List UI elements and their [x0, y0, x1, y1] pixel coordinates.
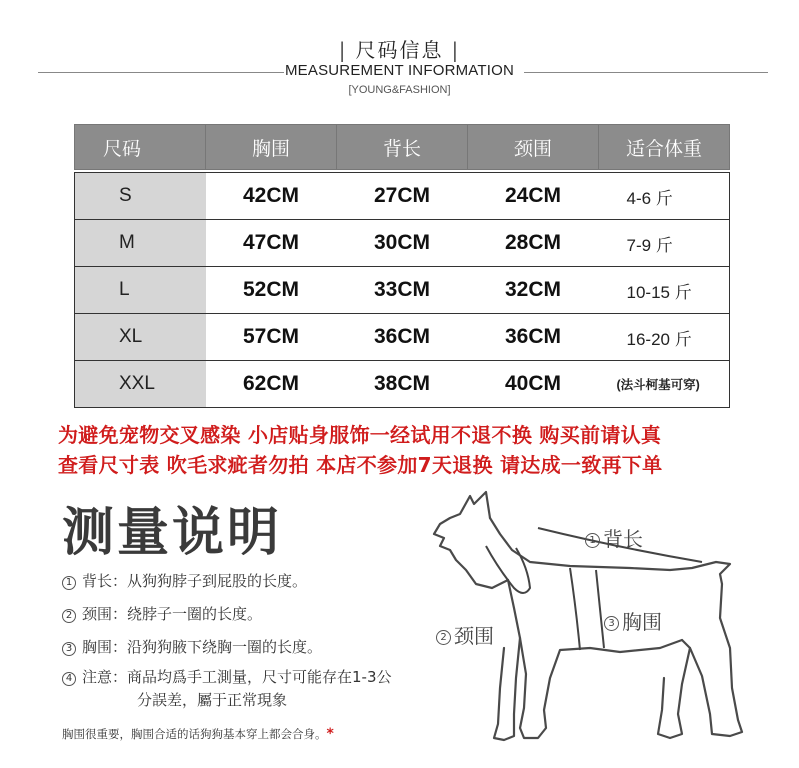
- table-row: [75, 173, 730, 220]
- dog-label-neck-text: 颈围: [454, 624, 494, 648]
- chest-cell: 42CM: [206, 173, 337, 220]
- back-cell: 36CM: [337, 314, 468, 361]
- instruction-label: 胸围：: [82, 638, 128, 656]
- size-cell: M: [75, 220, 206, 267]
- back-cell: 33CM: [337, 267, 468, 314]
- col-header-neck: 颈围: [468, 125, 599, 170]
- table-header-row: [75, 125, 730, 170]
- instruction-text: 绕脖子一圈的长度。: [127, 605, 263, 623]
- title-bar-left: |: [338, 38, 348, 62]
- weight-cell: 16-20 斤: [599, 314, 730, 361]
- size-table: [74, 124, 730, 408]
- dog-label-chest-text: 胸围: [622, 610, 662, 634]
- dog-rear-leg: [658, 648, 690, 738]
- section-title-cn: [0, 34, 799, 63]
- footnote-text: 胸围很重要，胸围合适的话狗狗基本穿上都会合身。: [62, 727, 327, 741]
- circled-number: 4: [62, 672, 76, 686]
- size-cell: S: [75, 173, 206, 220]
- instruction-label: 背长：: [82, 572, 128, 590]
- back-cell: 38CM: [337, 361, 468, 408]
- footnote-star: *: [326, 726, 334, 742]
- dog-label-chest: [604, 606, 662, 635]
- weight-cell: 4-6 斤: [599, 173, 730, 220]
- instruction-text: 沿狗狗腋下绕胸一圈的长度。: [127, 638, 323, 656]
- dog-label-back-text: 背长: [603, 527, 643, 551]
- instruction-item: [62, 570, 307, 591]
- circled-number: 3: [62, 642, 76, 656]
- col-header-chest: 胸围: [206, 125, 337, 170]
- table-row: [75, 361, 730, 408]
- table-row: [75, 220, 730, 267]
- title-cn-text: 尺码信息: [355, 38, 444, 62]
- circled-number: 2: [62, 609, 76, 623]
- table-row: [75, 314, 730, 361]
- title-bar-right: |: [451, 38, 461, 62]
- instruction-item: [62, 666, 392, 687]
- dog-head-outline: [434, 492, 508, 588]
- dog-belly-outline: [508, 580, 682, 738]
- circled-number: 1: [62, 576, 76, 590]
- col-header-weight: 适合体重: [599, 125, 730, 170]
- neck-cell: 24CM: [468, 173, 599, 220]
- notice-line-1: 为避免宠物交叉感染 小店贴身服饰一经试用不退不换 购买前请认真: [58, 423, 662, 447]
- col-header-size: 尺码: [75, 125, 206, 170]
- circled-number: 3: [604, 616, 619, 631]
- neck-cell: 36CM: [468, 314, 599, 361]
- table-row: [75, 267, 730, 314]
- dog-label-back: [585, 523, 643, 552]
- instruction-item: [62, 636, 322, 657]
- back-cell: 27CM: [337, 173, 468, 220]
- size-cell: XXL: [75, 361, 206, 408]
- dog-front-leg: [494, 638, 520, 740]
- instruction-text: 商品均爲手工測量，尺寸可能存在1-3公: [127, 668, 392, 686]
- section-title-en: MEASUREMENT INFORMATION: [284, 62, 515, 79]
- chest-cell: 52CM: [206, 267, 337, 314]
- section-subtitle: [YOUNG&FASHION]: [348, 84, 451, 96]
- chest-cell: 47CM: [206, 220, 337, 267]
- measure-title: 测量说明: [62, 503, 283, 563]
- chest-cell: 57CM: [206, 314, 337, 361]
- footnote: [62, 726, 334, 742]
- back-cell: 30CM: [337, 220, 468, 267]
- weight-cell: (法斗柯基可穿): [599, 361, 730, 408]
- size-cell: XL: [75, 314, 206, 361]
- instruction-text: 从狗狗脖子到屁股的长度。: [127, 572, 308, 590]
- instruction-label: 颈围：: [82, 605, 128, 623]
- size-cell: L: [75, 267, 206, 314]
- chest-loop: [570, 568, 604, 650]
- circled-number: 1: [585, 533, 600, 548]
- notice-line-2: 查看尺寸表 吹毛求疵者勿拍 本店不参加7天退换 请达成一致再下单: [58, 453, 663, 477]
- neck-cell: 28CM: [468, 220, 599, 267]
- instruction-label: 注意：: [82, 668, 128, 686]
- circled-number: 2: [436, 630, 451, 645]
- neck-loop: [486, 546, 530, 593]
- neck-cell: 32CM: [468, 267, 599, 314]
- instruction-item: [62, 603, 262, 624]
- dog-label-neck: [436, 620, 494, 649]
- instruction-text-continued: 分誤差，屬于正常現象: [137, 691, 288, 709]
- weight-cell: 7-9 斤: [599, 220, 730, 267]
- col-header-back: 背长: [337, 125, 468, 170]
- neck-cell: 40CM: [468, 361, 599, 408]
- chest-cell: 62CM: [206, 361, 337, 408]
- weight-cell: 10-15 斤: [599, 267, 730, 314]
